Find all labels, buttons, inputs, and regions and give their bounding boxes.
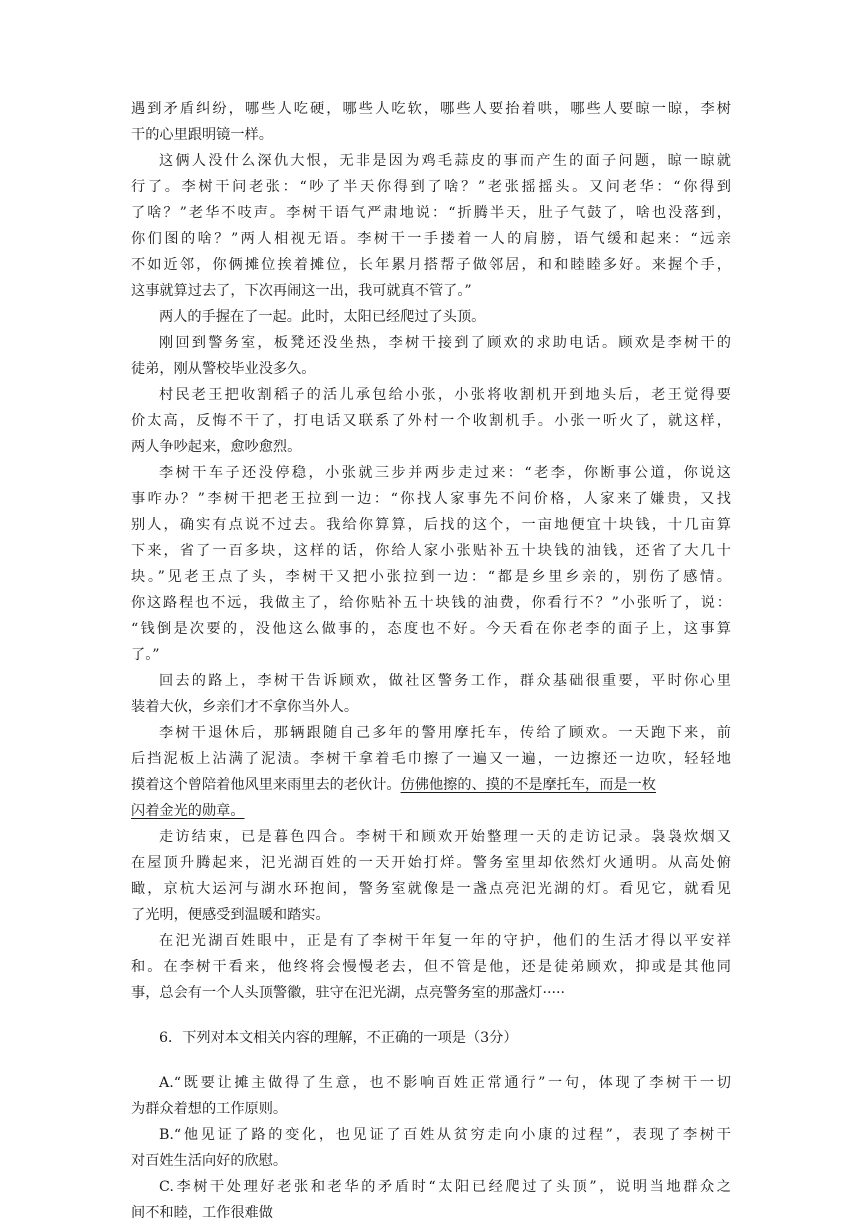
text-line: 村民老王把收割稻子的活儿承包给小张，小张将收割机开到地头后，老王觉得要 [159, 387, 731, 403]
text-line: 遇到矛盾纠纷，哪些人吃硬，哪些人吃软，哪些人要抬着哄，哪些人要晾一晾，李树 [131, 101, 731, 117]
option-c-cont: 间不和睦，工作很难做 [131, 1205, 273, 1221]
text-line: 两人争吵起来，愈吵愈烈。 [131, 439, 302, 455]
text-line: “钱倒是次要的，没他这么做事的，态度也不好。今天看在你老李的面子上，这事算 [131, 621, 731, 637]
text-line: 了光明，便感受到温暖和踏实。 [131, 907, 330, 923]
text-line: 了啥？”老华不吱声。李树干语气严肃地说：“折腾半天，肚子气鼓了，啥也没落到， [131, 205, 731, 221]
spacer [131, 1051, 731, 1070]
text-line: 走访结束，已是暮色四合。李树干和顾欢开始整理一天的走访记录。袅袅炊烟又 [159, 829, 731, 845]
text-line: 在屋顶升腾起来，汜光湖百姓的一天开始打烊。警务室里却依然灯火通明。从高处俯 [131, 855, 731, 871]
spacer [131, 1006, 731, 1025]
option-b: B.“他见证了路的变化，也见证了百姓从贫穷走向小康的过程”，表现了李树干 [159, 1127, 731, 1143]
text-line: 这俩人没什么深仇大恨，无非是因为鸡毛蒜皮的事而产生的面子问题，晾一晾就 [159, 153, 731, 169]
text-segment: 摸着这个曾陪着他风里来雨里去的老伙计。 [131, 777, 401, 793]
text-line: 干的心里跟明镜一样。 [131, 127, 273, 143]
text-line: 你这路程也不远，我做主了，给你贴补五十块钱的油费，你看行不？”小张听了，说： [131, 595, 731, 611]
text-line: 你们图的啥？”两人相视无语。李树干一手搂着一人的肩膀，语气缓和起来：“远亲 [131, 231, 731, 247]
text-line: 刚回到警务室，板凳还没坐热，李树干接到了顾欢的求助电话。顾欢是李树干的 [159, 335, 731, 351]
text-line: 和。在李树干看来，他终将会慢慢老去，但不管是他，还是徒弟顾欢，抑或是其他同 [131, 959, 731, 975]
text-line: 这事就算过去了，下次再闹这一出，我可就真不管了。” [131, 283, 472, 299]
text-line: 事，总会有一个人头顶警徽，驻守在汜光湖，点亮警务室的那盏灯····· [131, 985, 565, 1001]
text-line: 行了。李树干问老张：“吵了半天你得到了啥？”老张摇摇头。又问老华：“你得到 [131, 179, 731, 195]
option-b-cont: 对百姓生活向好的欣慰。 [131, 1153, 288, 1169]
text-line: 块。”见老王点了头，李树干又把小张拉到一边：“都是乡里乡亲的，别伤了感情。 [131, 569, 731, 585]
option-a: A.“既要让摊主做得了生意，也不影响百姓正常通行”一句，体现了李树干一切 [159, 1075, 731, 1091]
text-line: 别人，确实有点说不过去。我给你算算，后找的这个，一亩地便宜十块钱，十几亩算 [131, 517, 731, 533]
text-line: 李树干退休后，那辆跟随自己多年的警用摩托车，传给了顾欢。一天跑下来，前 [159, 725, 731, 741]
text-line: 价太高，反悔不干了，打电话又联系了外村一个收割机手。小张一听火了，就这样， [131, 413, 731, 429]
text-line: 回去的路上，李树干告诉顾欢，做社区警务工作，群众基础很重要，平时你心里 [159, 673, 731, 689]
option-c: C.李树干处理好老张和老华的矛盾时“太阳已经爬过了头顶”，说明当地群众之 [159, 1179, 731, 1195]
option-a-cont: 为群众着想的工作原则。 [131, 1101, 288, 1117]
underlined-text: 闪着金光的勋章。 [131, 803, 245, 819]
text-line [131, 798, 731, 824]
text-line: 事咋办？”李树干把老王拉到一边：“你找人家事先不问价格，人家来了嫌贵，又找 [131, 491, 731, 507]
text-line: 后挡泥板上沾满了泥渍。李树干拿着毛巾擦了一遍又一遍，一边擦还一边吹，轻轻地 [131, 751, 731, 767]
text-line: 装着大伙，乡亲们才不拿你当外人。 [131, 699, 359, 715]
text-line [131, 772, 731, 798]
document-page [131, 96, 731, 1226]
text-line: 徒弟，刚从警校毕业没多久。 [131, 361, 316, 377]
text-line: 李树干车子还没停稳，小张就三步并两步走过来：“老李，你断事公道，你说这 [159, 465, 731, 481]
text-line: 两人的手握在了一起。此时，太阳已经爬过了头顶。 [159, 309, 486, 325]
text-line: 了。” [131, 647, 160, 663]
text-line: 瞰，京杭大运河与湖水环抱间，警务室就像是一盏点亮汜光湖的灯。看见它，就看见 [131, 881, 731, 897]
question-stem: 6．下列对本文相关内容的理解，不正确的一项是（3分） [159, 1030, 518, 1046]
text-line: 不如近邻，你俩摊位挨着摊位，长年累月搭帮子做邻居，和和睦睦多好。来握个手， [131, 257, 731, 273]
underlined-text: 仿佛他擦的、摸的不是摩托车，而是一枚 [400, 777, 656, 793]
text-line: 在汜光湖百姓眼中，正是有了李树干年复一年的守护，他们的生活才得以平安祥 [159, 933, 731, 949]
text-line: 下来，省了一百多块，这样的话，你给人家小张贴补五十块钱的油钱，还省了大几十 [131, 543, 731, 559]
